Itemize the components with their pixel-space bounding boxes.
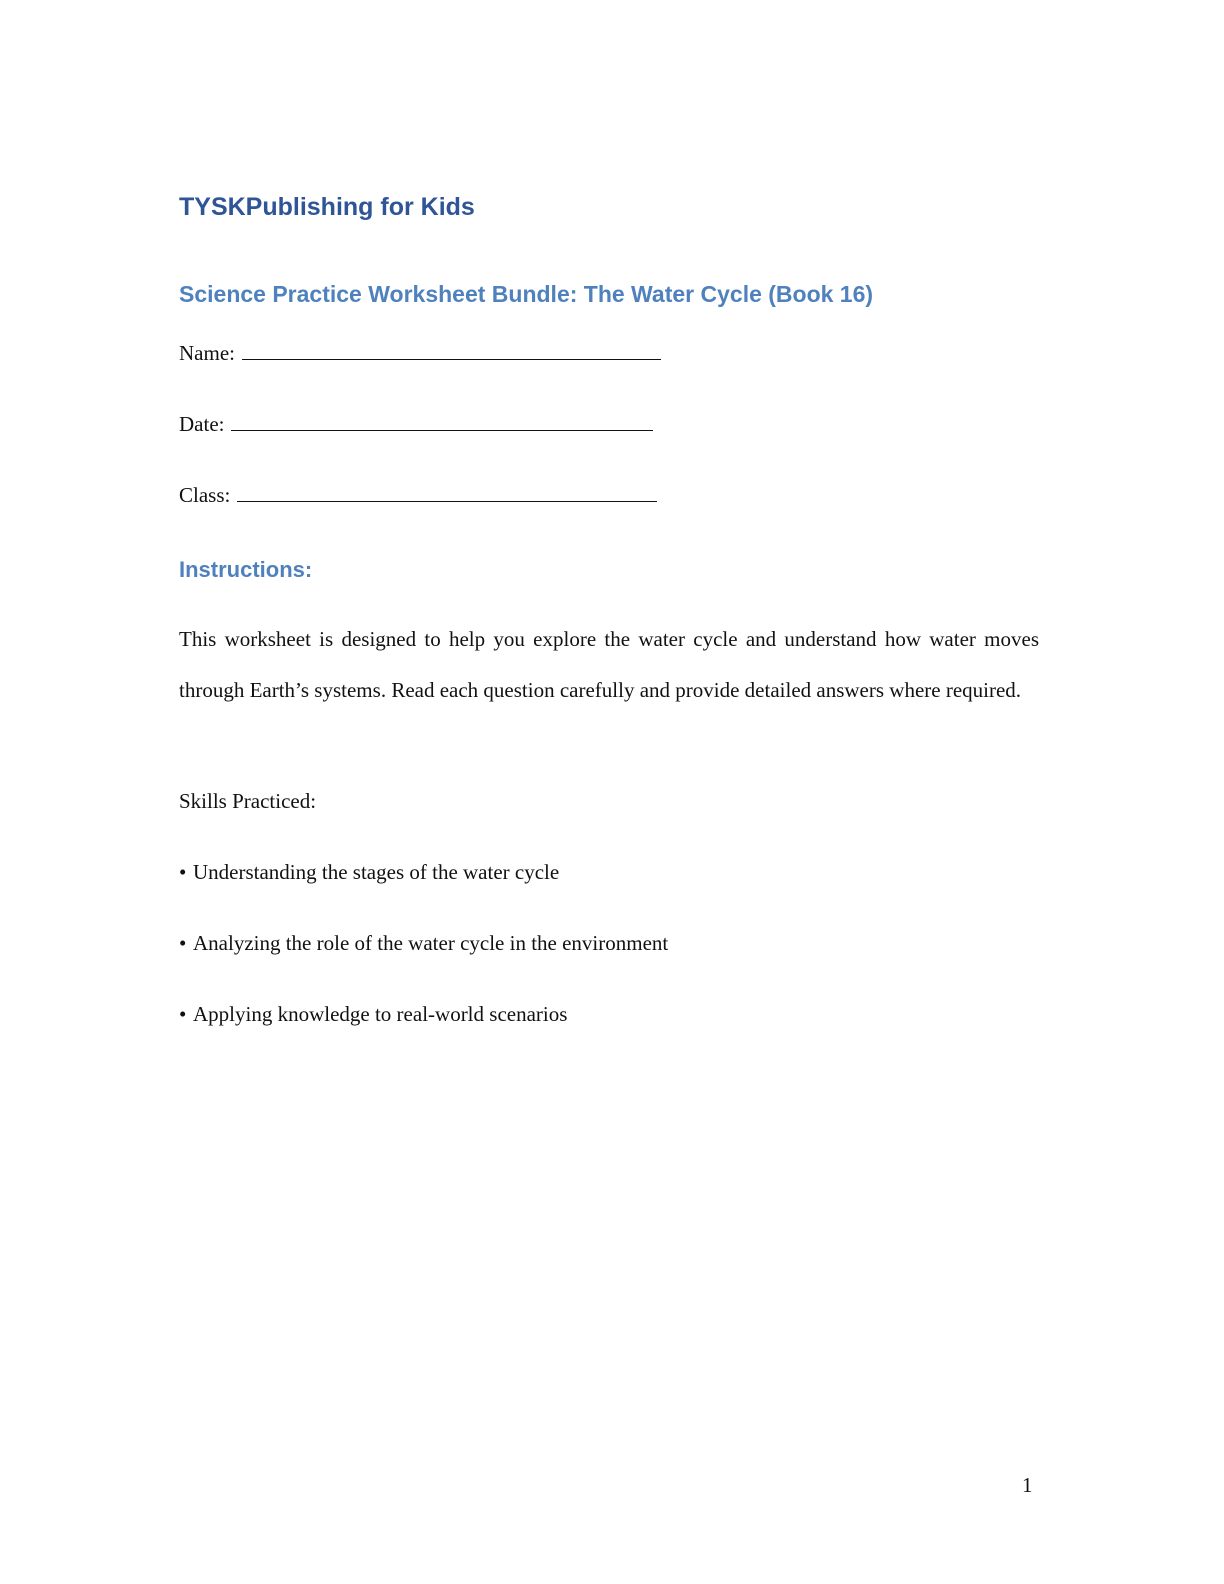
list-item bbox=[179, 1002, 668, 1073]
instructions-paragraph: This worksheet is designed to help you explore the water cycle and understand how water moves through Earth’s systems. Read each question carefully and provide detailed answers where required. bbox=[179, 627, 1039, 702]
date-blank-line[interactable] bbox=[231, 412, 653, 431]
document-title: Science Practice Worksheet Bundle: The Water Cycle (Book 16) bbox=[179, 281, 874, 307]
list-item bbox=[179, 931, 668, 1002]
name-label: Name: bbox=[179, 341, 235, 365]
class-blank-line[interactable] bbox=[237, 483, 657, 502]
skill-text: Understanding the stages of the water cycle bbox=[193, 860, 560, 884]
name-field bbox=[179, 341, 661, 366]
skills-list bbox=[179, 860, 668, 1073]
date-label: Date: bbox=[179, 412, 225, 436]
publisher-title: TYSKPublishing for Kids bbox=[179, 193, 475, 221]
bullet-icon: • bbox=[179, 931, 187, 955]
list-item bbox=[179, 860, 668, 931]
skill-text: Applying knowledge to real-world scenarios bbox=[193, 1002, 568, 1026]
name-blank-line[interactable] bbox=[242, 341, 661, 360]
class-field bbox=[179, 483, 657, 508]
bullet-icon: • bbox=[179, 1002, 187, 1026]
bullet-icon: • bbox=[179, 860, 187, 884]
date-field bbox=[179, 412, 653, 437]
class-label: Class: bbox=[179, 483, 231, 507]
page-number: 1 bbox=[1022, 1473, 1033, 1497]
instructions-heading: Instructions: bbox=[179, 557, 313, 582]
skills-label: Skills Practiced: bbox=[179, 789, 317, 813]
skill-text: Analyzing the role of the water cycle in the environment bbox=[193, 931, 669, 955]
